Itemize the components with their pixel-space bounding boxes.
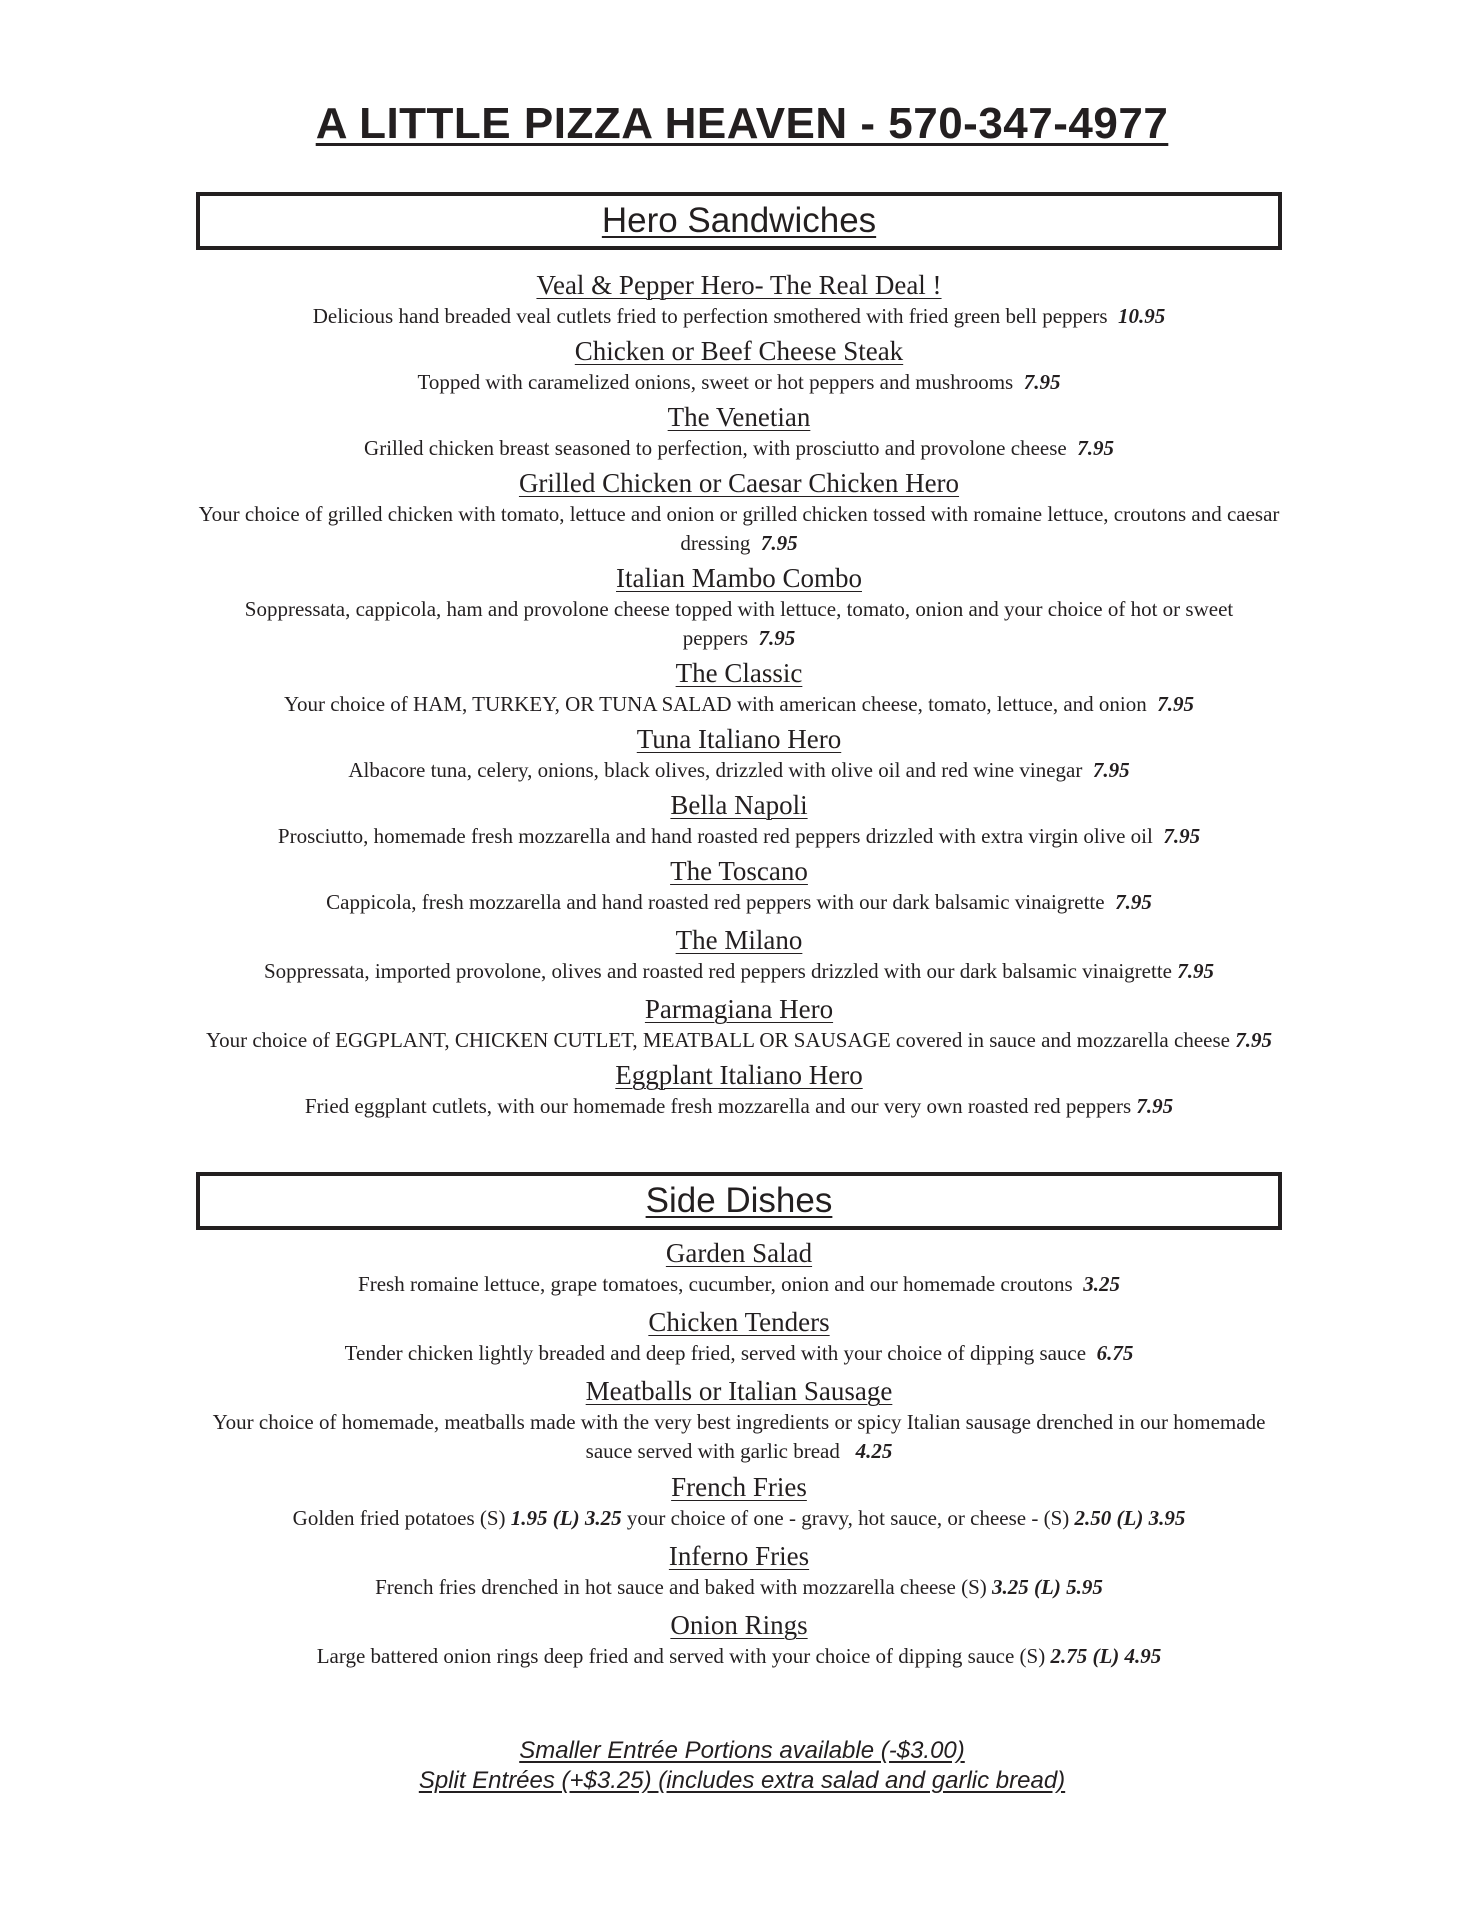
item-description: Prosciutto, homemade fresh mozzarella and hand roasted red peppers drizzled with extra virgin olive oil xyxy=(277,824,1153,848)
item-price: 3.25 (L) 5.95 xyxy=(992,1575,1103,1599)
menu-item xyxy=(196,400,1282,463)
item-name: The Toscano xyxy=(670,856,808,886)
item-price: 7.95 xyxy=(1136,1094,1174,1118)
item-description: Your choice of grilled chicken with tomato, lettuce and onion or grilled chicken tossed with romaine lettuce, croutons and caesar dressing xyxy=(198,502,1280,555)
menu-item xyxy=(196,1236,1282,1299)
item-price: 7.95 xyxy=(1077,436,1114,460)
menu-item xyxy=(196,1470,1282,1533)
item-description: Your choice of EGGPLANT, CHICKEN CUTLET, MEATBALL OR SAUSAGE covered in sauce and mozzarella cheese xyxy=(206,1028,1230,1052)
item-name: Meatballs or Italian Sausage xyxy=(585,1376,893,1406)
footer-notes xyxy=(0,1736,1484,1796)
menu-item xyxy=(196,561,1282,653)
menu-item xyxy=(196,268,1282,331)
item-price: 7.95 xyxy=(1163,824,1201,848)
menu-item xyxy=(196,1539,1282,1602)
menu-item xyxy=(196,466,1282,558)
item-description: French fries drenched in hot sauce and baked with mozzarella cheese (S) xyxy=(375,1575,987,1599)
section-heading-label: Hero Sandwiches xyxy=(601,201,877,240)
item-description: Soppressata, cappicola, ham and provolone cheese topped with lettuce, tomato, onion and your choice of hot or sweet peppers xyxy=(244,597,1234,650)
item-description: Golden fried potatoes (S) xyxy=(292,1506,506,1530)
item-description: Topped with caramelized onions, sweet or hot peppers and mushrooms xyxy=(417,370,1014,394)
item-description: Your choice of HAM, TURKEY, OR TUNA SALAD with american cheese, tomato, lettuce, and onion xyxy=(283,692,1147,716)
item-price: 2.50 (L) 3.95 xyxy=(1074,1506,1186,1530)
menu-item xyxy=(196,1608,1282,1671)
item-name: Eggplant Italiano Hero xyxy=(615,1060,863,1090)
item-description: Albacore tuna, celery, onions, black olives, drizzled with olive oil and red wine vinegar xyxy=(348,758,1083,782)
item-name: Grilled Chicken or Caesar Chicken Hero xyxy=(518,468,960,498)
item-description: Fried eggplant cutlets, with our homemade fresh mozzarella and our very own roasted red peppers xyxy=(304,1094,1132,1118)
item-description: Large battered onion rings deep fried and served with your choice of dipping sauce (S) xyxy=(316,1644,1046,1668)
item-price: 7.95 xyxy=(1092,758,1130,782)
item-description: Delicious hand breaded veal cutlets fried to perfection smothered with fried green bell peppers xyxy=(312,304,1108,328)
item-price: 10.95 xyxy=(1118,304,1166,328)
menu-item xyxy=(196,334,1282,397)
item-name: Veal & Pepper Hero- The Real Deal ! xyxy=(536,270,942,300)
menu-item xyxy=(196,788,1282,851)
item-price: 6.75 xyxy=(1096,1341,1134,1365)
item-description: Soppressata, imported provolone, olives and roasted red peppers drizzled with our dark balsamic vinaigrette xyxy=(264,959,1172,983)
item-price: 7.95 xyxy=(758,626,796,650)
menu-item xyxy=(196,1374,1282,1466)
item-price: 7.95 xyxy=(1235,1028,1272,1052)
menu-item xyxy=(196,656,1282,719)
item-price: 7.95 xyxy=(1023,370,1061,394)
item-name: Parmagiana Hero xyxy=(644,994,834,1024)
item-description: Tender chicken lightly breaded and deep fried, served with your choice of dipping sauce xyxy=(344,1341,1087,1365)
item-price: 4.25 xyxy=(855,1439,893,1463)
item-description: Grilled chicken breast seasoned to perfection, with prosciutto and provolone cheese xyxy=(364,436,1067,460)
item-name: Chicken or Beef Cheese Steak xyxy=(574,336,904,366)
hero-sandwiches-list xyxy=(196,268,1282,1124)
item-name: Tuna Italiano Hero xyxy=(636,724,842,754)
item-price: 7.95 xyxy=(1115,890,1152,914)
item-name: Onion Rings xyxy=(670,1610,808,1640)
item-price: 2.75 (L) 4.95 xyxy=(1050,1644,1162,1668)
menu-item xyxy=(196,1305,1282,1368)
item-name: Bella Napoli xyxy=(670,790,808,820)
section-heading-label: Side Dishes xyxy=(645,1181,833,1220)
side-dishes-list xyxy=(196,1236,1282,1675)
footer-line-smaller-portions: Smaller Entrée Portions available (-$3.00) xyxy=(519,1737,965,1764)
item-price: 7.95 xyxy=(1177,959,1214,983)
restaurant-title: A LITTLE PIZZA HEAVEN - 570-347-4977 xyxy=(315,99,1169,148)
menu-item xyxy=(196,992,1282,1055)
item-name: Inferno Fries xyxy=(668,1541,810,1571)
item-price: 1.95 (L) 3.25 xyxy=(510,1506,622,1530)
item-price: 7.95 xyxy=(760,531,798,555)
item-description: Fresh romaine lettuce, grape tomatoes, cucumber, onion and our homemade croutons xyxy=(358,1272,1073,1296)
item-price: 7.95 xyxy=(1157,692,1195,716)
menu-item xyxy=(196,923,1282,986)
item-description: Your choice of homemade, meatballs made with the very best ingredients or spicy Italian sausage drenched in our homemade sauce served with garlic bread xyxy=(212,1410,1266,1463)
menu-item xyxy=(196,1058,1282,1121)
item-name: The Classic xyxy=(675,658,803,688)
item-name: The Milano xyxy=(675,925,803,955)
item-name: Chicken Tenders xyxy=(648,1307,830,1337)
section-heading-hero-sandwiches xyxy=(196,192,1282,250)
item-name: Garden Salad xyxy=(665,1238,813,1268)
menu-item xyxy=(196,722,1282,785)
item-name: The Venetian xyxy=(667,402,811,432)
item-name: French Fries xyxy=(671,1472,807,1502)
footer-line-split-entrees: Split Entrées (+$3.25) (includes extra salad and garlic bread) xyxy=(418,1767,1066,1794)
item-description: Cappicola, fresh mozzarella and hand roasted red peppers with our dark balsamic vinaigrette xyxy=(326,890,1105,914)
section-heading-side-dishes xyxy=(196,1172,1282,1230)
item-price: 3.25 xyxy=(1083,1272,1120,1296)
item-name: Italian Mambo Combo xyxy=(616,563,862,593)
menu-item xyxy=(196,854,1282,917)
item-description: your choice of one - gravy, hot sauce, or cheese - (S) xyxy=(626,1506,1070,1530)
